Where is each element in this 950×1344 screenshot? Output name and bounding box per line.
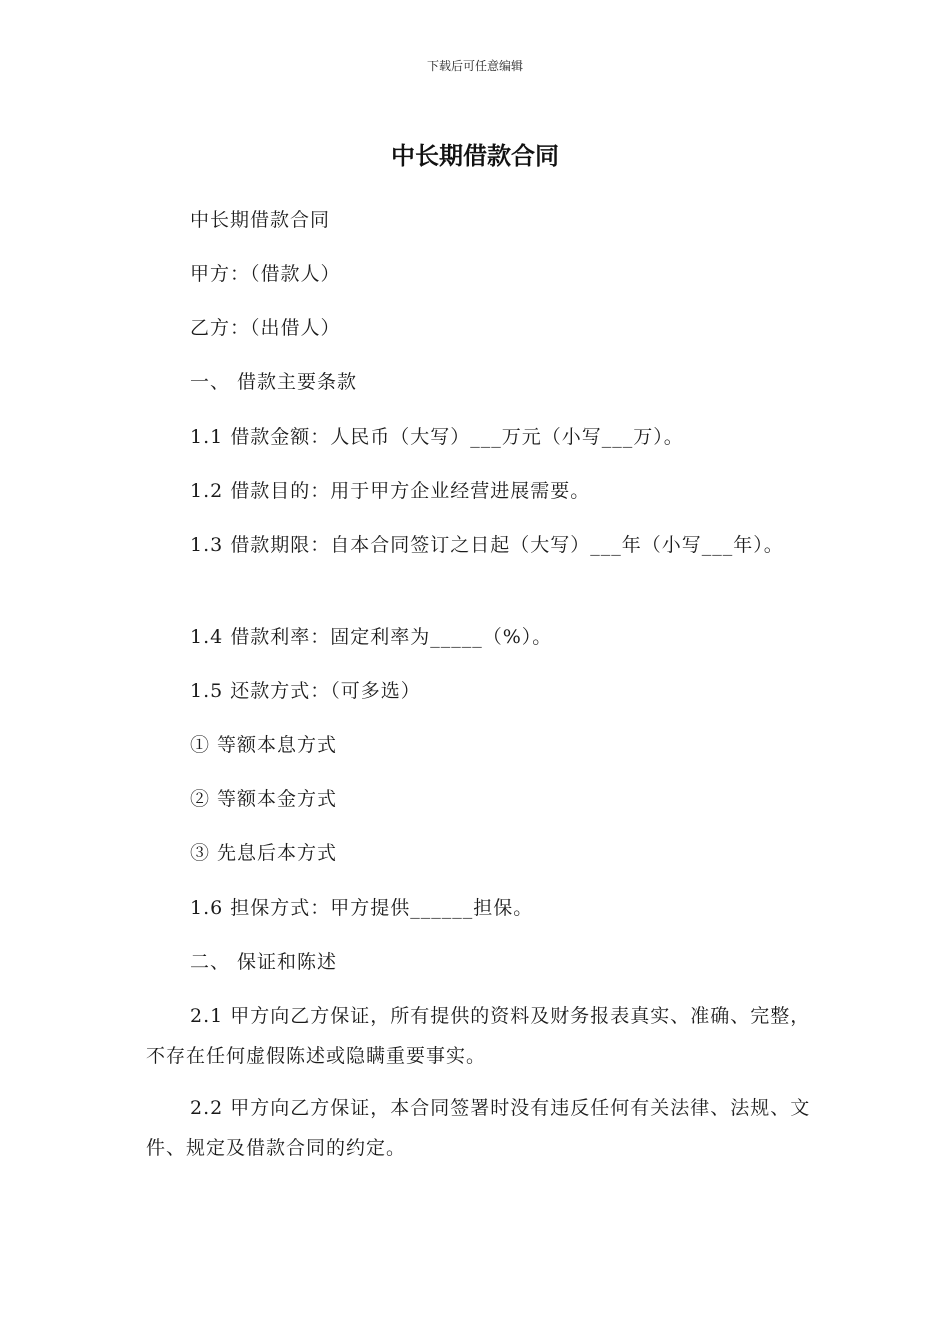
section-heading-main-terms: 一、 借款主要条款	[190, 371, 358, 393]
repayment-option-3: ③ 先息后本方式	[190, 842, 338, 864]
document-title: 中长期借款合同	[391, 142, 559, 170]
clause-1-4-rate: 1.4 借款利率：固定利率为_____（%）。	[190, 626, 553, 648]
clause-1-6-guarantee: 1.6 担保方式：甲方提供______担保。	[190, 897, 534, 919]
clause-2-2: 2.2 甲方向乙方保证，本合同签署时没有违反任何有关法律、法规、文件、规定及借款合同的约定。	[146, 1097, 811, 1159]
clause-2-1: 2.1 甲方向乙方保证，所有提供的资料及财务报表真实、准确、完整，不存在任何虚假陈述或隐瞒重要事实。	[146, 1005, 811, 1067]
paragraph-party-a: 甲方：（借款人）	[190, 263, 341, 285]
header-note: 下载后可任意编辑	[426, 59, 523, 73]
clause-1-5-repayment: 1.5 还款方式：（可多选）	[190, 680, 421, 702]
clause-1-3-term: 1.3 借款期限：自本合同签订之日起（大写）___年（小写___年）。	[190, 534, 784, 556]
section-heading-warranties: 二、 保证和陈述	[190, 951, 338, 973]
paragraph-contract-name: 中长期借款合同	[190, 209, 331, 231]
clause-1-2-purpose: 1.2 借款目的：用于甲方企业经营进展需要。	[190, 480, 591, 502]
repayment-option-1: ① 等额本息方式	[190, 734, 338, 756]
paragraph-party-b: 乙方：（出借人）	[190, 317, 341, 339]
clause-1-1-amount: 1.1 借款金额：人民币（大写）___万元（小写___万）。	[190, 426, 684, 448]
repayment-option-2: ② 等额本金方式	[190, 788, 338, 810]
